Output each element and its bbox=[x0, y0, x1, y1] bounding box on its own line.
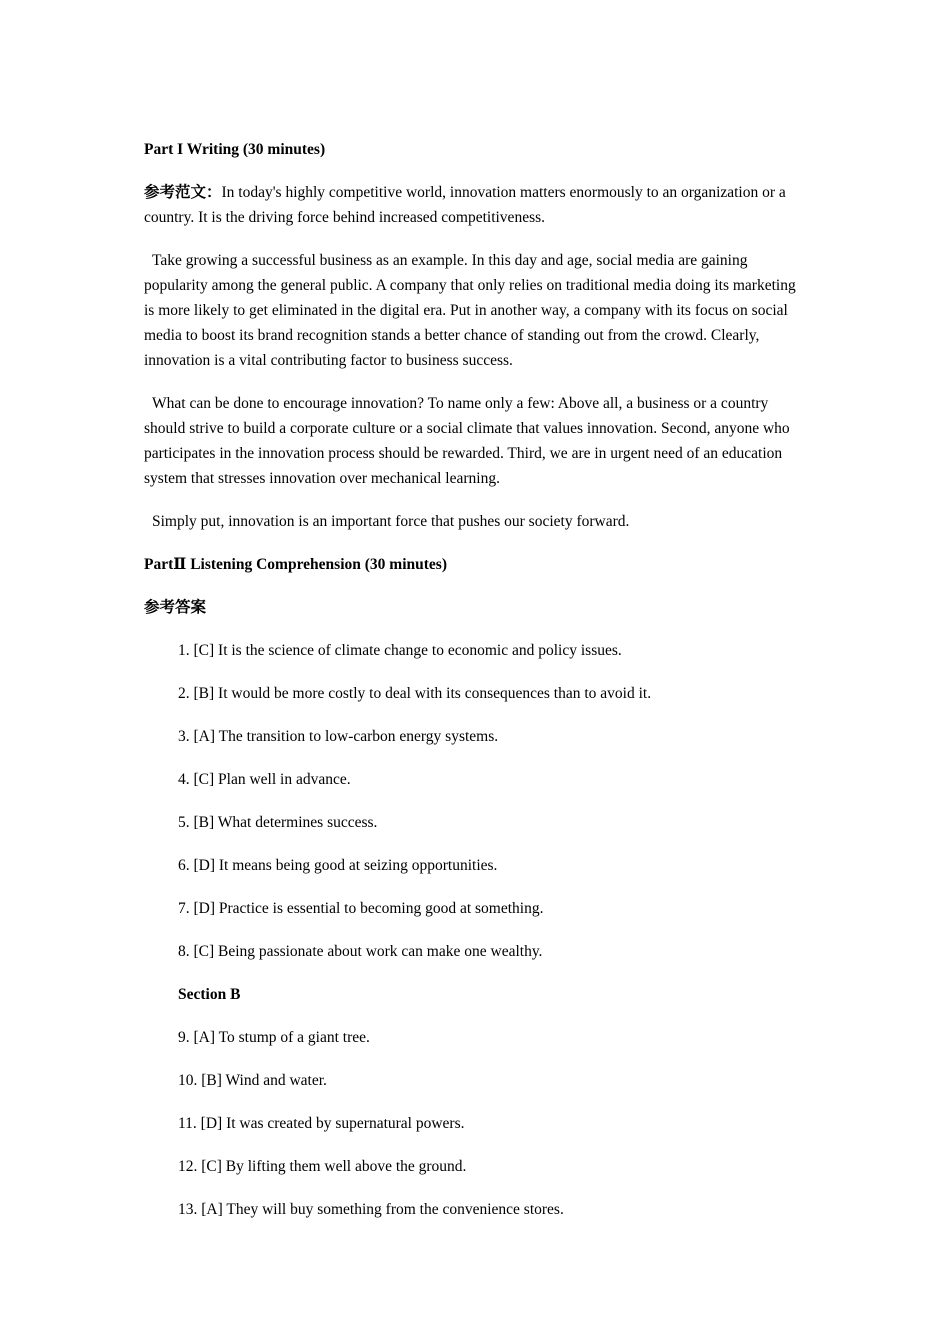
answer-item: 4. [C] Plan well in advance. bbox=[178, 771, 351, 788]
part1-heading: Part I Writing (30 minutes) bbox=[144, 141, 326, 158]
essay-label: 参考范文： bbox=[144, 184, 222, 201]
answer-item: 7. [D] Practice is essential to becoming good at something. bbox=[178, 900, 544, 917]
answer-item: 2. [B] It would be more costly to deal with its consequences than to avoid it. bbox=[178, 685, 652, 702]
answer-item: 3. [A] The transition to low-carbon energy systems. bbox=[178, 728, 499, 745]
essay-paragraph-1 bbox=[144, 180, 806, 230]
answer-item: 10. [B] Wind and water. bbox=[178, 1072, 327, 1089]
answer-item: 11. [D] It was created by supernatural powers. bbox=[178, 1115, 465, 1132]
answer-item: 9. [A] To stump of a giant tree. bbox=[178, 1029, 370, 1046]
essay-paragraph-1-text: In today's highly competitive world, innovation matters enormously to an organization or a country. It is the driving force behind increased competitiveness. bbox=[144, 184, 786, 226]
part2-heading: PartⅡ Listening Comprehension (30 minutes) bbox=[144, 556, 447, 573]
answer-list-section-a bbox=[144, 638, 806, 1222]
essay-paragraph-2: Take growing a successful business as an example. In this day and age, social media are gaining popularity among the general public. A company that only relies on traditional media doing its marketing is more likely to get eliminated in the digital era. Put in another way, a company with its focus on social media to boost its brand recognition stands a better chance of standing out from the crowd. Clearly, innovation is a vital contributing factor to business success. bbox=[144, 252, 796, 369]
essay-paragraph-3: What can be done to encourage innovation? To name only a few: Above all, a business or a country should strive to build a corporate culture or a social climate that values innovation. Second, anyone who participates in the innovation process should be rewarded. Third, we are in urgent need of an education system that stresses innovation over mechanical learning. bbox=[144, 395, 790, 487]
answer-item: 13. [A] They will buy something from the convenience stores. bbox=[178, 1201, 564, 1218]
answers-label: 参考答案 bbox=[144, 599, 207, 616]
document-page bbox=[144, 137, 806, 1240]
answer-item: 8. [C] Being passionate about work can make one wealthy. bbox=[178, 943, 543, 960]
answer-item: 5. [B] What determines success. bbox=[178, 814, 378, 831]
answer-item: 12. [C] By lifting them well above the ground. bbox=[178, 1158, 467, 1175]
essay-paragraph-4: Simply put, innovation is an important force that pushes our society forward. bbox=[152, 513, 630, 530]
answer-item: 1. [C] It is the science of climate change to economic and policy issues. bbox=[178, 642, 622, 659]
answer-item: 6. [D] It means being good at seizing opportunities. bbox=[178, 857, 498, 874]
section-b-heading: Section B bbox=[178, 986, 241, 1003]
